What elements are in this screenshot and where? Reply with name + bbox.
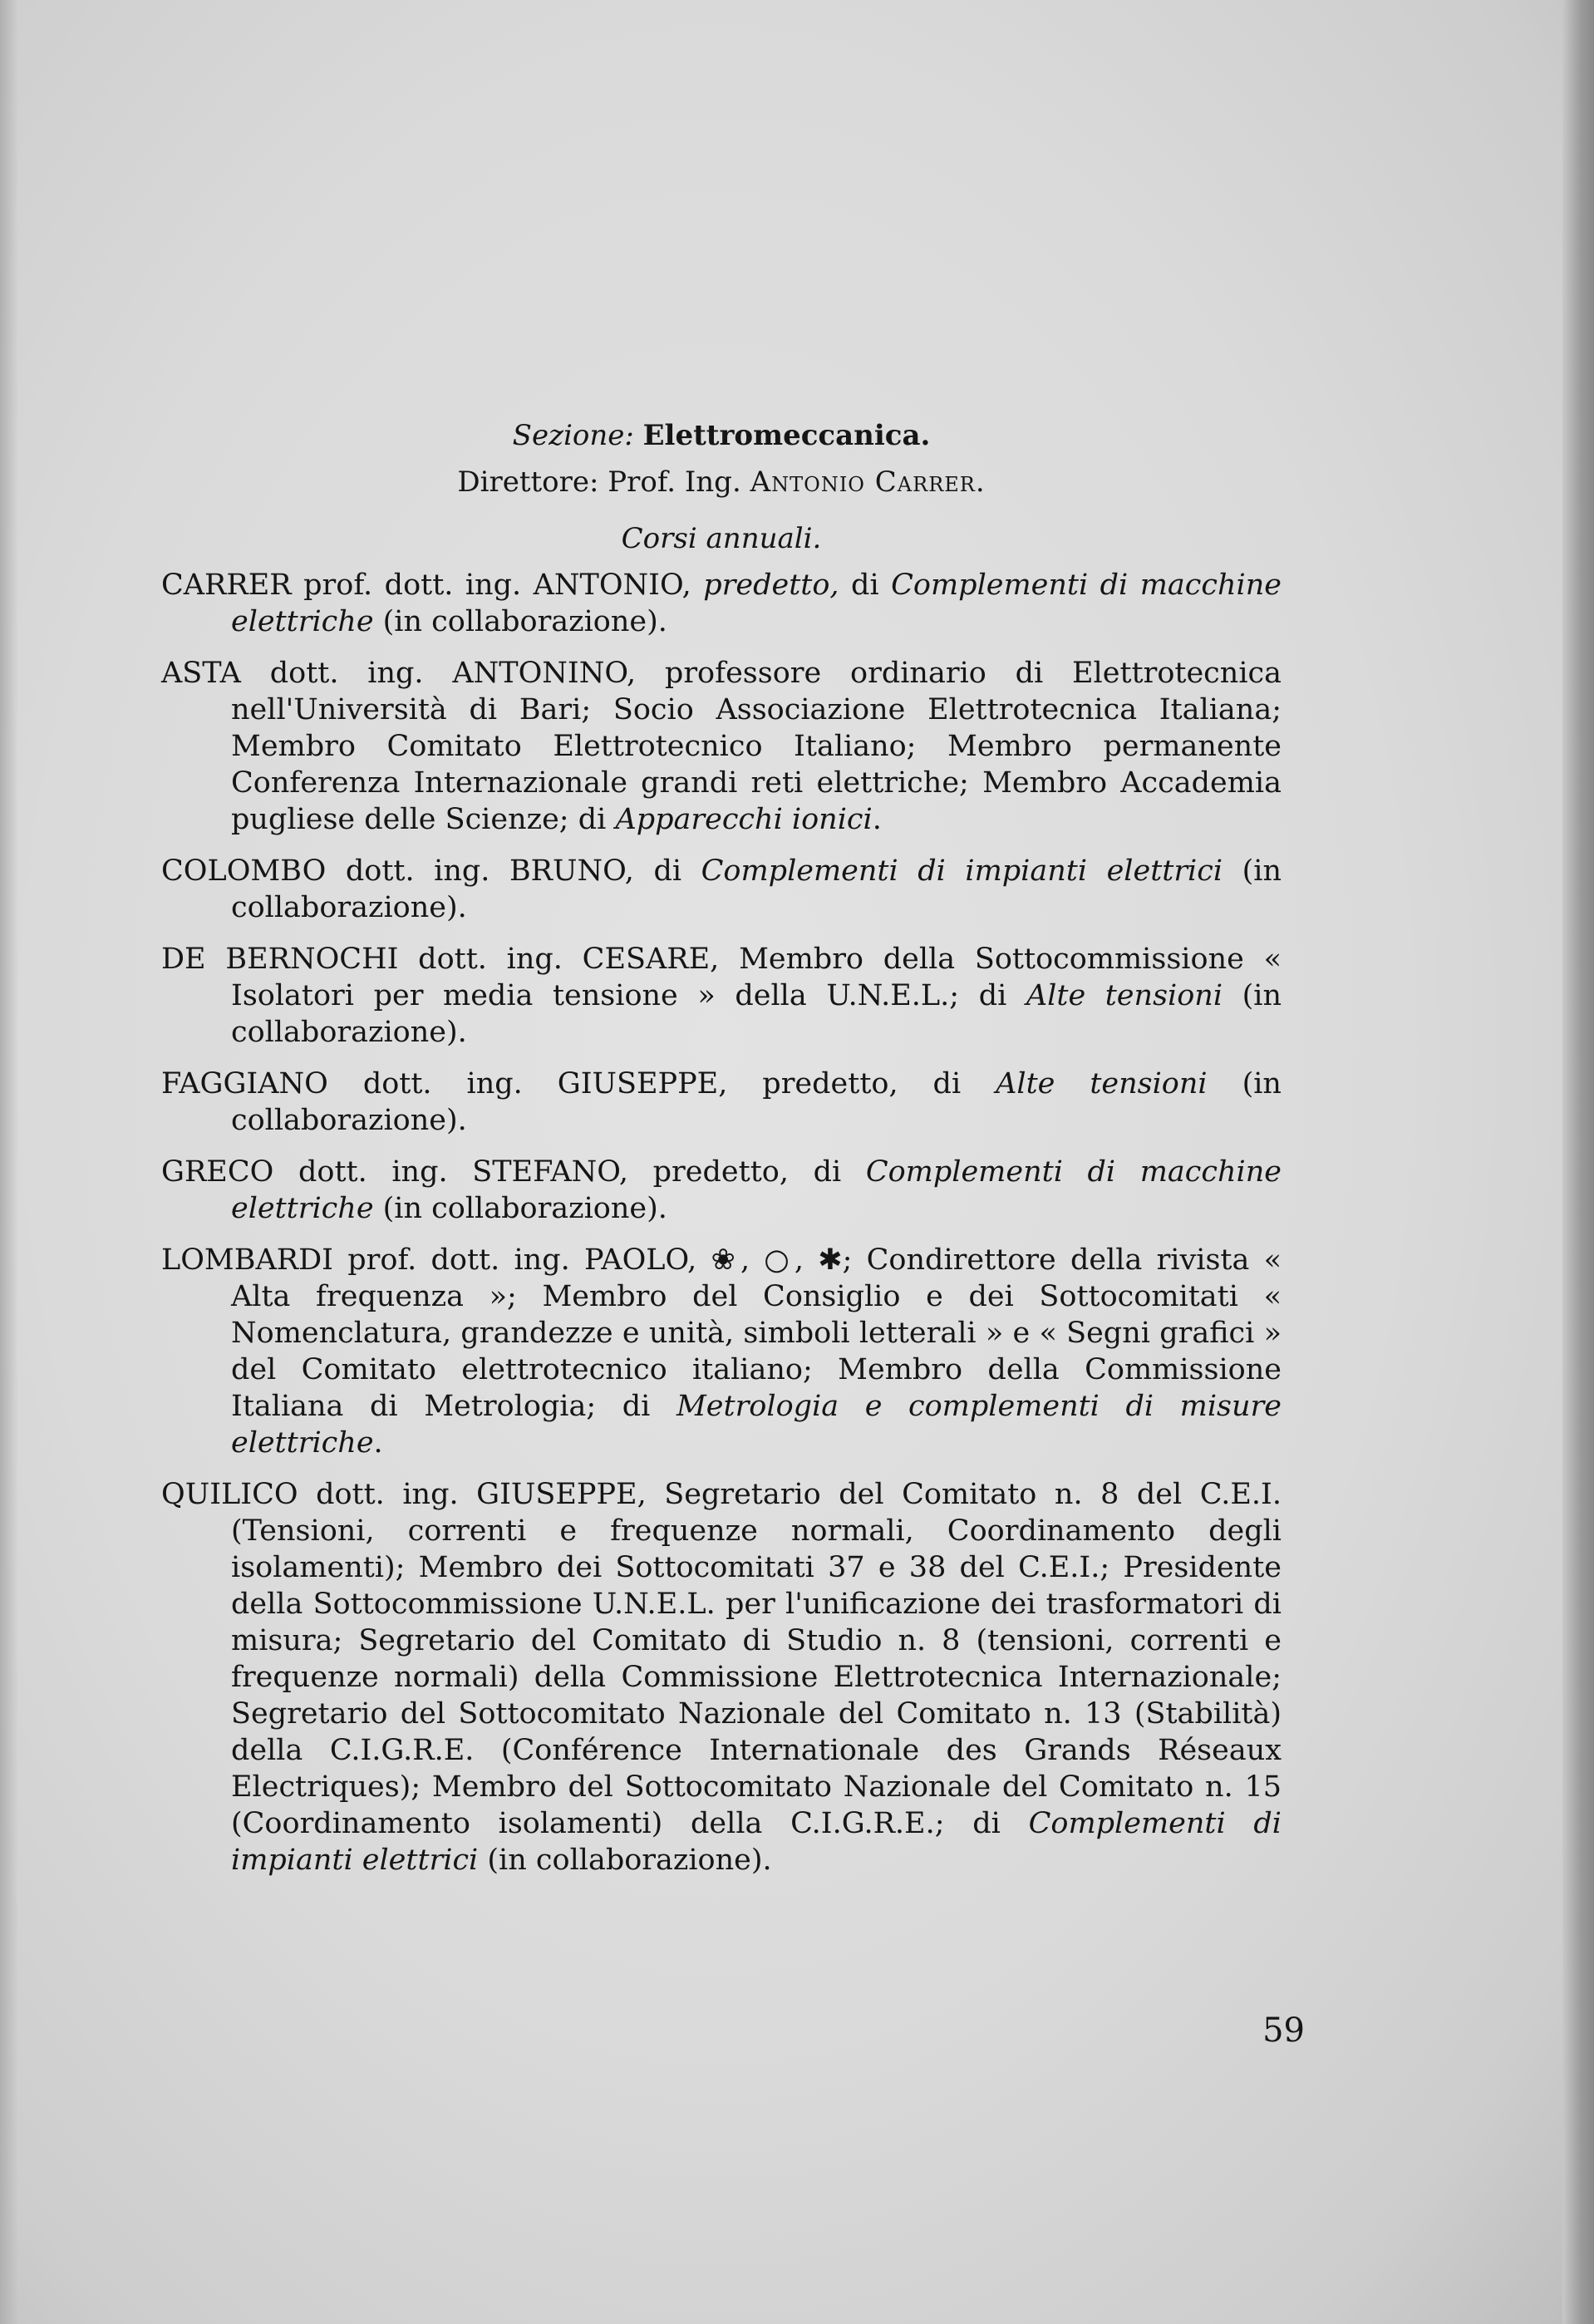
entry-course: Alte tensioni	[996, 1067, 1208, 1100]
page-number: 59	[1262, 2011, 1305, 2050]
director-name: Antonio Carrer.	[750, 465, 986, 499]
faculty-entry: LOMBARDI prof. dott. ing. PAOLO, ❀, ○, ✱; Condirettore della rivista « Alta frequenza »; Membro del Consiglio e dei Sottocomitati « Nomenclatura, grandezze e unità, simboli letterali » e « Segni grafici » del Comitato elettrotecnico italiano; Membro della Commissione Italiana di Metrologia; di Metrologia e complementi di misure elettriche.	[161, 1243, 1282, 1460]
entry-info: predetto,	[703, 569, 839, 602]
entry-course: Apparecchi ionici	[615, 803, 873, 836]
entry-name: COLOMBO dott. ing. BRUNO,	[161, 854, 634, 888]
entry-info: predetto,	[762, 1067, 898, 1100]
faculty-entry: ASTA dott. ing. ANTONINO, professore ordinario di Elettrotecnica nell'Università di Bari; Socio Associazione Elettrotecnica Italiana; Membro Comitato Elettrotecnico Italiano; Membro permanente Conferenza Internazionale grandi reti elettriche; Membro Accademia pugliese delle Scienze; di Apparecchi ionici.	[161, 657, 1282, 836]
faculty-list	[161, 567, 1282, 1878]
page-edge-shadow-right	[1562, 0, 1594, 2324]
entry-course: Complementi di impianti elettrici	[231, 1807, 1282, 1877]
entry-info: predetto,	[652, 1155, 789, 1189]
entry-name: DE BERNOCHI dott. ing. CESARE,	[161, 943, 720, 976]
entry-course: Alte tensioni	[1026, 979, 1223, 1012]
director-line	[161, 462, 1282, 502]
entry-info: Membro della Sottocommissione « Isolatori per media tensione » della U.N.E.L.;	[231, 943, 1282, 1012]
faculty-entry: GRECO dott. ing. STEFANO, predetto, di Complementi di macchine elettriche (in collaborazione).	[161, 1155, 1282, 1225]
section-name: Elettromeccanica.	[642, 419, 931, 452]
faculty-entry: QUILICO dott. ing. GIUSEPPE, Segretario del Comitato n. 8 del C.E.I. (Tensioni, correnti e frequenze normali, Coordinamento degli isolamenti); Membro dei Sottocomitati 37 e 38 del C.E.I.; Presidente della Sottocommissione U.N.E.L. per l'unificazione dei trasformatori di misura; Segretario del Comitato di Studio n. 8 (tensioni, correnti e frequenze normali) della Commissione Elettrotecnica Internazionale; Segretario del Sottocomitato Nazionale del Comitato n. 13 (Stabilità) della C.I.G.R.E. (Conférence Internationale des Grands Réseaux Electriques); Membro del Sottocomitato Nazionale del Comitato n. 15 (Coordinamento isolamenti) della C.I.G.R.E.; di Complementi di impianti elettrici (in collaborazione).	[161, 1478, 1282, 1877]
entry-info: Segretario del Comitato n. 8 del C.E.I. (Tensioni, correnti e frequenze normali, Coordinamento degli isolamenti); Membro dei Sottocomitati 37 e 38 del C.E.I.; Presidente della Sottocommissione U.N.E.L. per l'unificazione dei trasformatori di misura; Segretario del Comitato di Studio n. 8 (tensioni, correnti e frequenze normali) della Commissione Elettrotecnica Internazionale; Segretario del Sottocomitato Nazionale del Comitato n. 13 (Stabilità) della C.I.G.R.E. (Conférence Internationale des Grands Réseaux Electriques); Membro del Sottocomitato Nazionale del Comitato n. 15 (Coordinamento isolamenti) della C.I.G.R.E.;	[231, 1478, 1282, 1840]
page-edge-shadow-left	[0, 0, 18, 2324]
courses-heading-text: Corsi annuali.	[621, 522, 822, 555]
director-label: Direttore: Prof. Ing.	[457, 465, 741, 499]
faculty-entry: FAGGIANO dott. ing. GIUSEPPE, predetto, di Alte tensioni (in collaborazione).	[161, 1067, 1282, 1137]
entry-course: Complementi di macchine elettriche	[231, 569, 1282, 638]
faculty-entry: CARRER prof. dott. ing. ANTONIO, predetto, di Complementi di macchine elettriche (in collaborazione).	[161, 569, 1282, 638]
entry-info: Condirettore della rivista « Alta frequenza »; Membro del Consiglio e dei Sottocomitati « Nomenclatura, grandezze e unità, simboli letterali » e « Segni grafici » del Comitato elettrotecnico italiano; Membro della Commissione Italiana di Metrologia;	[231, 1243, 1282, 1423]
entry-name: QUILICO dott. ing. GIUSEPPE,	[161, 1478, 647, 1511]
faculty-entry: COLOMBO dott. ing. BRUNO, di Complementi di impianti elettrici (in collaborazione).	[161, 854, 1282, 924]
entry-name: GRECO dott. ing. STEFANO,	[161, 1155, 629, 1189]
page-body	[161, 416, 1282, 1893]
entry-info: professore ordinario di Elettrotecnica nell'Università di Bari; Socio Associazione Elettrotecnica Italiana; Membro Comitato Elettrotecnico Italiano; Membro permanente Conferenza Internazionale grandi reti elettriche; Membro Accademia pugliese delle Scienze;	[231, 657, 1282, 836]
courses-heading	[161, 519, 1282, 559]
entry-name: CARRER prof. dott. ing. ANTONIO,	[161, 569, 691, 602]
entry-name: LOMBARDI prof. dott. ing. PAOLO, ❀, ○, ✱;	[161, 1243, 853, 1277]
entry-course: Metrologia e complementi di misure elettriche	[231, 1390, 1282, 1460]
section-heading	[161, 416, 1282, 455]
entry-course: Complementi di impianti elettrici	[701, 854, 1223, 888]
entry-name: FAGGIANO dott. ing. GIUSEPPE,	[161, 1067, 728, 1100]
entry-name: ASTA dott. ing. ANTONINO,	[161, 657, 637, 690]
entry-course: Complementi di macchine elettriche	[231, 1155, 1282, 1225]
faculty-entry: DE BERNOCHI dott. ing. CESARE, Membro della Sottocommissione « Isolatori per media tensione » della U.N.E.L.; di Alte tensioni (in collaborazione).	[161, 943, 1282, 1049]
section-label: Sezione:	[512, 419, 634, 452]
